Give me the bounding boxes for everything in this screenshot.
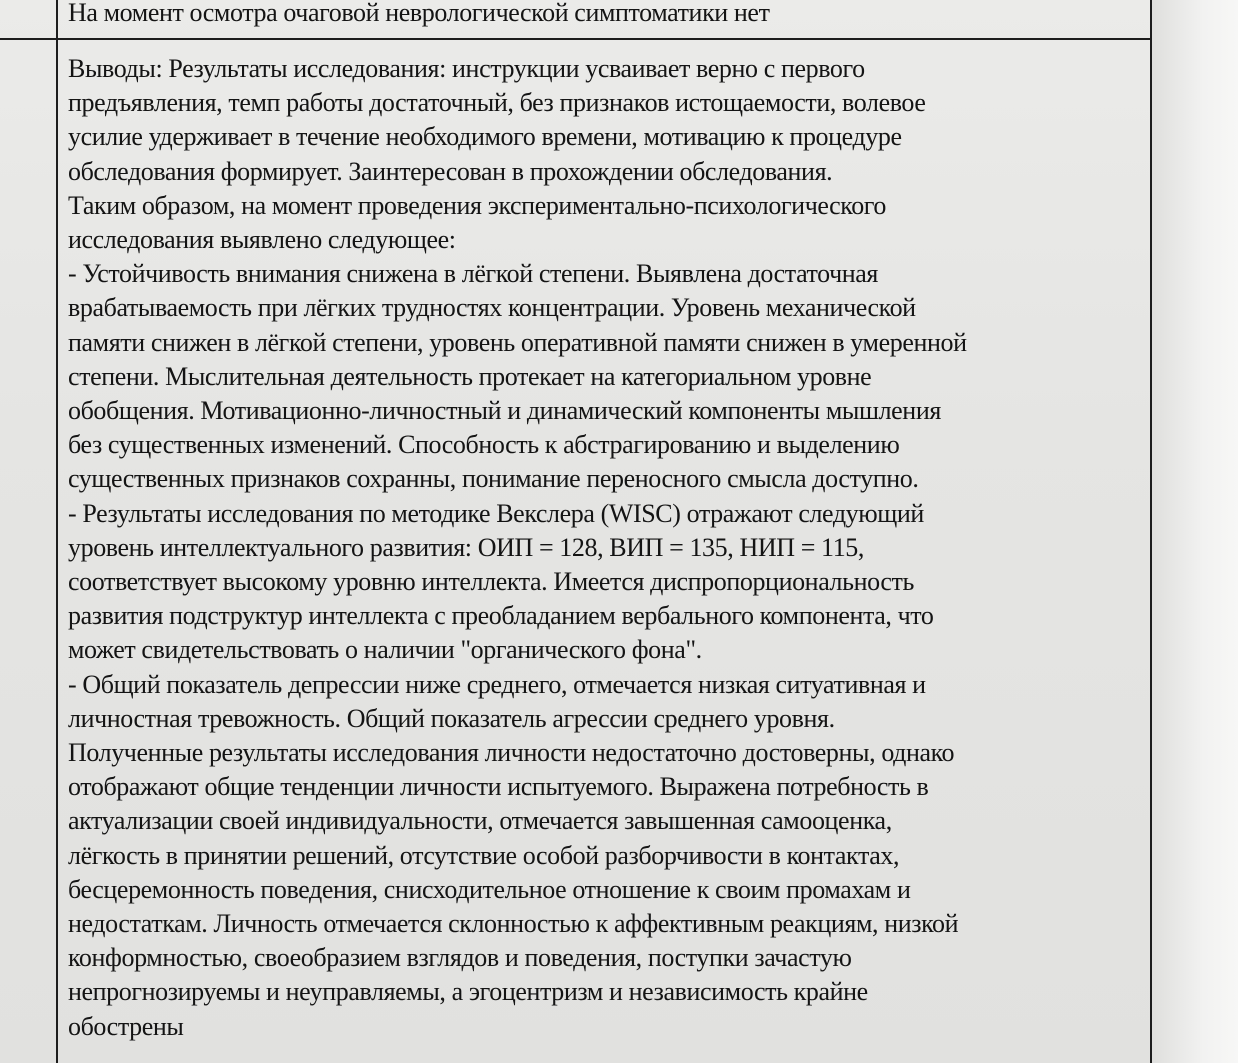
text-line: обследования формирует. Заинтересован в прохождении обследования.: [68, 156, 833, 186]
text-line: - Устойчивость внимания снижена в лёгкой степени. Выявлена достаточная: [68, 259, 878, 289]
text-line: соответствует высокому уровню интеллекта. Имеется диспропорциональность: [68, 567, 914, 597]
text-line: недостаткам. Личность отмечается склонностью к аффективным реакциям, низкой: [68, 909, 959, 939]
text-line: Таким образом, на момент проведения экспериментально-психологического: [68, 190, 887, 220]
text-line: степени. Мыслительная деятельность протекает на категориальном уровне: [68, 361, 872, 391]
neurological-status-text: На момент осмотра очаговой неврологической симптоматики нет: [68, 0, 770, 27]
table-border-right: [1150, 0, 1152, 1063]
table-border-left: [56, 0, 58, 1063]
text-line: развития подструктур интеллекта с преобладанием вербального компонента, что: [68, 601, 934, 631]
text-line: памяти снижен в лёгкой степени, уровень оперативной памяти снижен в умеренной: [68, 327, 967, 357]
text-line: Полученные результаты исследования личности недостаточно достоверны, однако: [68, 738, 955, 768]
text-line: обострены: [68, 1011, 184, 1041]
text-line: непрогнозируемы и неуправляемы, а эгоцентризм и независимость крайне: [68, 977, 868, 1007]
text-line: предъявления, темп работы достаточный, без признаков истощаемости, волевое: [68, 88, 926, 118]
text-line: - Результаты исследования по методике Векслера (WISC) отражают следующий: [68, 498, 924, 528]
text-line: обобщения. Мотивационно-личностный и динамический компоненты мышления: [68, 396, 941, 426]
text-line: может свидетельствовать о наличии "органического фона".: [68, 635, 702, 665]
text-line: конформностью, своеобразием взглядов и поведения, поступки зачастую: [68, 943, 852, 973]
text-line: лёгкость в принятии решений, отсутствие особой разборчивости в контактах,: [68, 840, 900, 870]
text-line: бесцеремонность поведения, снисходительное отношение к своим промахам и: [68, 874, 911, 904]
text-line: отображают общие тенденции личности испытуемого. Выражена потребность в: [68, 772, 929, 802]
text-line: существенных признаков сохранны, понимание переносного смысла доступно.: [68, 464, 919, 494]
text-line: врабатываемость при лёгких трудностях концентрации. Уровень механической: [68, 293, 916, 323]
text-line: личностная тревожность. Общий показатель агрессии среднего уровня.: [68, 703, 835, 733]
page-edge: [1152, 0, 1238, 1063]
text-line: Выводы: Результаты исследования: инструкции усваивает верно с первого: [68, 54, 865, 83]
text-line: актуализации своей индивидуальности, отмечается завышенная самооценка,: [68, 806, 892, 836]
text-line: исследования выявлено следующее:: [68, 225, 456, 255]
text-line: - Общий показатель депрессии ниже среднего, отмечается низкая ситуативная и: [68, 669, 926, 699]
text-line: усилие удерживает в течение необходимого времени, мотивацию к процедуре: [68, 122, 902, 152]
text-line: уровень интеллектуального развития: ОИП = 128, ВИП = 135, НИП = 115,: [68, 532, 864, 562]
text-line: без существенных изменений. Способность к абстрагированию и выделению: [68, 430, 900, 460]
conclusions-text: [68, 52, 967, 1044]
table-row-divider: [0, 38, 1152, 40]
